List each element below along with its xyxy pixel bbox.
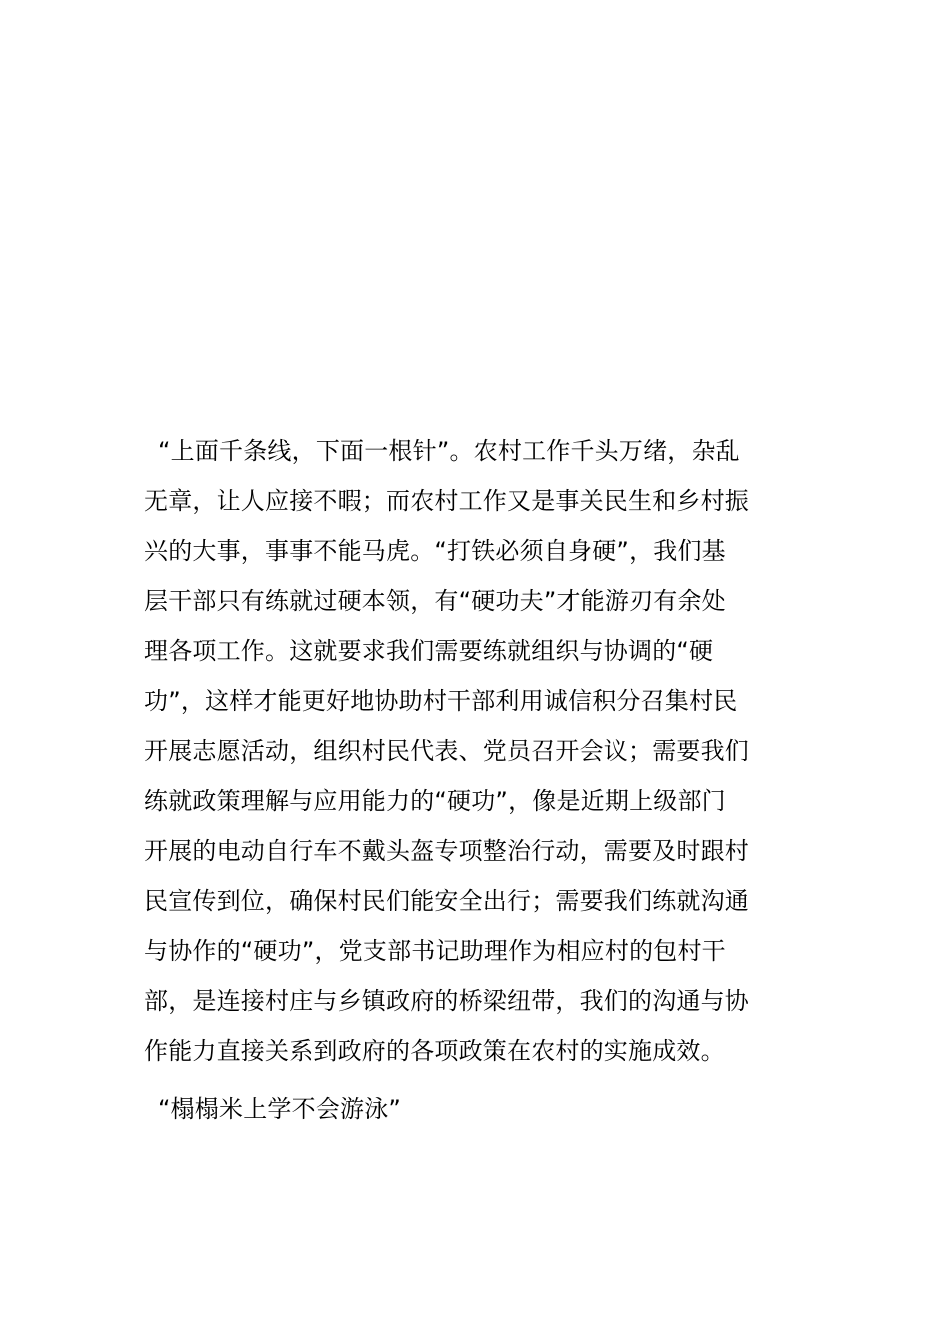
paragraph-line: 民宣传到位，确保村民们能安全出行；需要我们练就沟通 <box>144 887 749 915</box>
paragraph-line: 兴的大事，事事不能马虎。“打铁必须自身硬”，我们基 <box>144 537 726 565</box>
paragraph-line: 作能力直接关系到政府的各项政策在农村的实施成效。 <box>144 1037 725 1065</box>
paragraph-line: 开展志愿活动，组织村民代表、党员召开会议；需要我们 <box>144 737 749 765</box>
paragraph-line: 部，是连接村庄与乡镇政府的桥梁纽带，我们的沟通与协 <box>144 987 749 1015</box>
paragraph-line: 练就政策理解与应用能力的“硬功”，像是近期上级部门 <box>144 787 726 815</box>
paragraph-line: 与协作的“硬功”，党支部书记助理作为相应村的包村干 <box>144 937 726 965</box>
section-heading: “榻榻米上学不会游泳” <box>158 1095 402 1123</box>
paragraph-line: 无章，让人应接不暇；而农村工作又是事关民生和乡村振 <box>144 487 749 515</box>
paragraph-line: 功”，这样才能更好地协助村干部利用诚信积分召集村民 <box>144 687 738 715</box>
paragraph-line: 理各项工作。这就要求我们需要练就组织与协调的“硬 <box>144 637 714 665</box>
body-text <box>144 426 808 1134</box>
paragraph-line: 层干部只有练就过硬本领，有“硬功夫”才能游刃有余处 <box>144 587 726 615</box>
paragraph-line: 开展的电动自行车不戴头盔专项整治行动，需要及时跟村 <box>144 837 749 865</box>
paragraph-line: “上面千条线，下面一根针”。农村工作千头万绪，杂乱 <box>158 437 740 465</box>
